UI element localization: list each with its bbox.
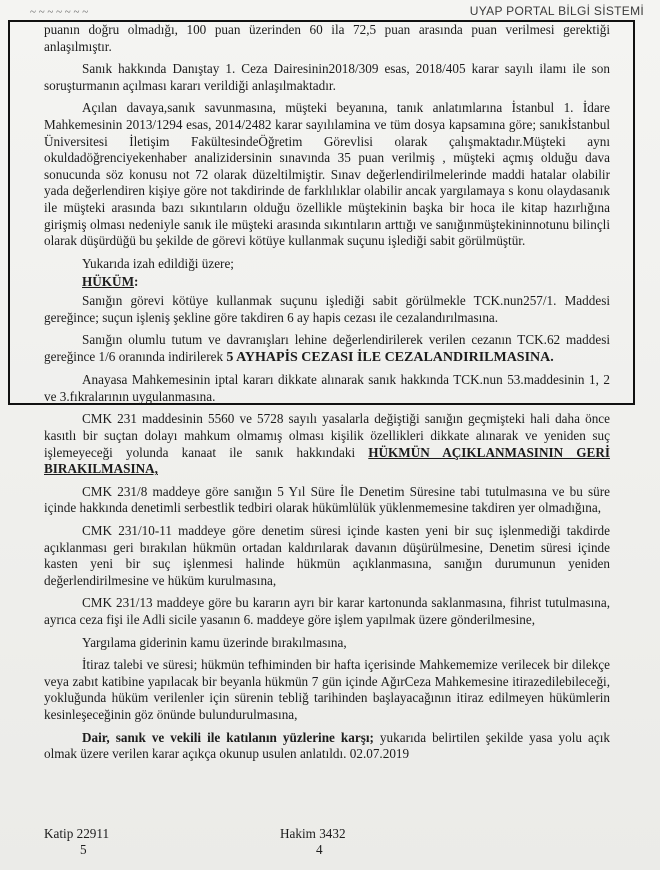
cropped-top-text: ~ ~ ~ ~ ~ ~ ~ [30, 6, 89, 18]
paragraph-danistay: Sanık hakkında Danıştay 1. Ceza Dairesinin2018/309 esas, 2018/405 karar sayılı ilamı ile son soruşturmanın açılması kararı verildiği anlaşılmaktadır. [44, 61, 610, 93]
clerk-number: 5 [80, 842, 87, 857]
paragraph-appeal: İtiraz talebi ve süresi; hükmün tefhiminden bir hafta içerisinde Mahkememize verilecek bir dilekçe veya zabıt katibine yapılacak bir beyanla hükmün 7 gün içinde AğırCeza Mahkemesine itirazedilebileceği, yokluğunda hüküm verilenler için sürenin tebliğ tarihinden başlayacağının itiraz edilmeyen hükümlerin kesinleşeceğinin göz önünde bulundurulmasına, [44, 657, 610, 722]
paragraph-score: puanın doğru olmadığı, 100 puan üzerinden 60 ila 72,5 puan arasında puan verilmesi gerektiği anlaşılmıştır. [44, 22, 610, 54]
hukum-heading: HÜKÜM: [82, 274, 139, 290]
paragraph-cmk231-13: CMK 231/13 maddeye göre bu kararın ayrı bir karar kartonunda saklanmasına, fihrist tutulmasına, ayrıca ceza fişi ile Adli sicile yasanın 6. maddeye göre işlem yapılmak üzere gönderilmesine, [44, 595, 610, 627]
judge-signature [280, 826, 346, 858]
clerk-signature [44, 826, 109, 858]
paragraph-costs: Yargılama giderinin kamu üzerinde bırakılmasına, [82, 634, 347, 650]
paragraph-cmk231-8: CMK 231/8 maddeye göre sanığın 5 Yıl Süre İle Denetim Süresine tabi tutulmasına ve bu süre içinde hakkında denetimli serbestlik tedbiri olarak hükümlülük yüklenmemesine takdiren yer olmadığına, [44, 483, 610, 516]
paragraph-constitution: Anayasa Mahkemesinin iptal kararı dikkate alınarak sanık hakkında TCK.nun 53.maddesinin 1, 2 ve 3.fıkralarının uygulanmasına. [44, 372, 610, 404]
portal-header-title: UYAP PORTAL BİLGİ SİSTEMİ [469, 4, 644, 18]
clerk-label: Katip 22911 [44, 826, 110, 841]
judge-label: Hakim 3432 [280, 826, 346, 841]
deferral-decision: HÜKMÜN AÇIKLANMASININ GERİ BIRAKILMASINA, [44, 444, 610, 477]
paragraph-cmk231: CMK 231 maddesinin 5560 ve 5728 sayılı yasalarla değiştiği sanığın geçmişteki hali daha önce kasıtlı bir suçtan dolayı mahkum olmamış olması kişilik özellikleri dikkate alınarak ve yeniden suç işlemeyeceği yolunda kanaat ile sanık hakkındaki HÜKMÜN AÇIKLANMASININ GERİ BIRAKILMASINA, [44, 411, 610, 477]
judge-number: 4 [316, 842, 323, 857]
paragraph-sentence: Sanığın görevi kötüye kullanmak suçunu işlediği sabit görülmekle TCK.nun257/1. Maddesi gereğince; suçun işleniş şekline göre takdiren 6 ay hapis cezası ile cezalandırılmasına. [44, 292, 610, 325]
sentence-decision: 5 AYHAPİS CEZASI İLE CEZALANDIRILMASINA. [226, 349, 554, 365]
paragraph-intro: Yukarıda izah edildiği üzere; [82, 255, 234, 271]
paragraph-closing: Dair, sanık ve vekili ile katılanın yüzlerine karşı; yukarıda belirtilen şekilde yasa yolu açık olmak üzere verilen karar açıkça okunup usulen anlatıldı. 02.07.2019 [44, 729, 610, 762]
document-body [44, 22, 610, 769]
paragraph-cmk231-10: CMK 231/10-11 maddeye göre denetim süresi içinde kasten yeni bir suç işlenmediği takdirde açıklanması geri bırakılan hükmün ortadan kaldırılarak davanın düşürülmesine, Denetim süresi içinde kasten yeni bir suç işlenmesi halinde hükmün açıklanmasına, sanığın durumunun yeniden değerlendirilmesine ve hüküm kurulmasına, [44, 523, 610, 588]
paragraph-case-evaluation: Açılan davaya,sanık savunmasına, müşteki beyanına, tanık anlatımlarına İstanbul 1. İdare Mahkemesinin 2013/1294 esas, 2014/2482 karar sayılılamina ve tüm dosya kapsamına göre; sanıkİstanbul Üniversitesi İletişim FakültesindeÖğretim Görevlisi olarak çalışmaktadır.Müşteki aynı okuldadöğrenciyekenhaber analizidersinin sınavında 35 puan verilmiş , müşteki açmış olduğu dava sonucunda söz konusu not 72 olarak düzeltilmiştir. Sınav değerlendirilmelerinde maddi hatalar olabilir yada değerlendiren kişiye göre not takdirinde de farklılıklar olabilir ancak yargılamaya s konu olaydasanık ile müşteki arasında bazı sıkıntıların olduğu özellikle müştekinin başka bir hoca ile kitap hazırlığına girişmiş olması nedeniyle sanık ile müşteki arasında sıkıntıların arttığı ve sanığınmüştekininnotunu bilinçli olarak düşürdüğü bu şekilde de görevi kötüye kullanmak suçunu işlediği sabit görülmüştür. [44, 100, 610, 249]
paragraph-reduction: Sanığın olumlu tutum ve davranışları lehine değerlendirilerek verilen cezanın TCK.62 maddesi gereğince 1/6 oranında indirilerek 5 AYHAPİS CEZASI İLE CEZALANDIRILMASINA. [44, 332, 610, 365]
